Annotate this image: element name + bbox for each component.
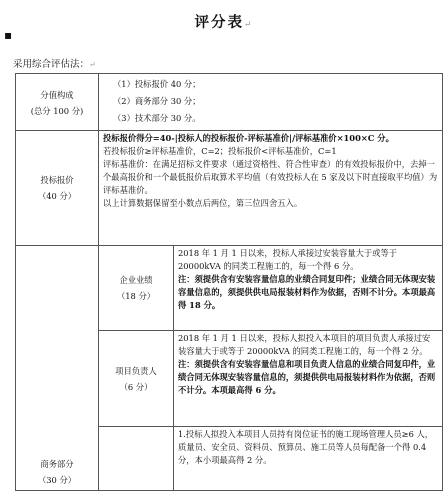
bid-price-content bbox=[99, 131, 443, 246]
row-score-composition bbox=[16, 74, 443, 131]
bullet-marker: ▪ bbox=[4, 28, 13, 42]
price-formula: 投标报价得分=40-|投标人的投标报价-评标基准价|/评标基准价×100×C 分。 bbox=[103, 133, 394, 143]
row-enterprise-performance bbox=[16, 246, 443, 331]
row-bid-price bbox=[16, 131, 443, 246]
page-title: 评分表↵ bbox=[194, 14, 252, 31]
enterprise-performance-content: 2018 年 1 月 1 日以来，投标人承接过安装容量大于或等于 20000kVA 的同类工程施工的，每一个得 6 分。 注：须提供含有安装容量信息的业绩合同复印件；业绩合同无体现安装容量信息的，须提供供电局报装材料作为依据，否则不计分。本项最高得 18 分。 bbox=[174, 246, 443, 331]
business-label: 商务部分 （30 分） bbox=[16, 246, 99, 491]
scoring-table bbox=[15, 73, 443, 491]
intro-text: 采用综合评估法：↵ bbox=[13, 59, 96, 70]
project-manager-label: 项目负责人 （6 分） bbox=[99, 331, 174, 427]
business-staff-content: 1.投标人拟投入本项目人员持有岗位证书的施工现场管理人员≥6 人，质量员、安全员、资料员、预算员、施工员等人员每配备一个得 0.4 分，本小项最高得 2 分。 bbox=[174, 427, 443, 491]
price-rounding: 以上计算数据保留至小数点后两位，第三位四舍五入。 bbox=[103, 198, 303, 208]
score-composition-label: 分值构成 (总分 100 分) bbox=[16, 74, 99, 131]
score-composition-content: （1）投标报价 40 分； （2）商务部分 30 分； （3）技术部分 30 分。 bbox=[99, 74, 443, 131]
bid-price-label: 投标报价 （40 分） bbox=[16, 131, 99, 246]
price-coefficient: 若投标报价≥评标基准价，C=2；投标报价<评标基准价，C=1 bbox=[103, 146, 337, 156]
project-manager-content: 2018 年 1 月 1 日以来，投标人拟投入本项目的项目负责人承接过安装容量大于或等于 20000kVA 的同类工程施工的，每一个得 2 分。 注：须提供含有安装容量信息和项目负责人信息的业绩合同复印件，业绩合同无体现安装容量信息的，须提供供电局报装材料作为依据，否则不计分。本项最高得 6 分。 bbox=[174, 331, 443, 427]
enterprise-performance-label: 企业业绩 （18 分） bbox=[99, 246, 174, 331]
business-staff-blank bbox=[99, 427, 174, 491]
price-benchmark: 评标基准价：在满足招标文件要求（通过资格性、符合性审查）的有效投标报价中，去掉一个最高报价和一个最低报价后取算术平均值（有效投标人在 5 家及以下时直接取平均值）为评标基准价。 bbox=[103, 159, 438, 195]
